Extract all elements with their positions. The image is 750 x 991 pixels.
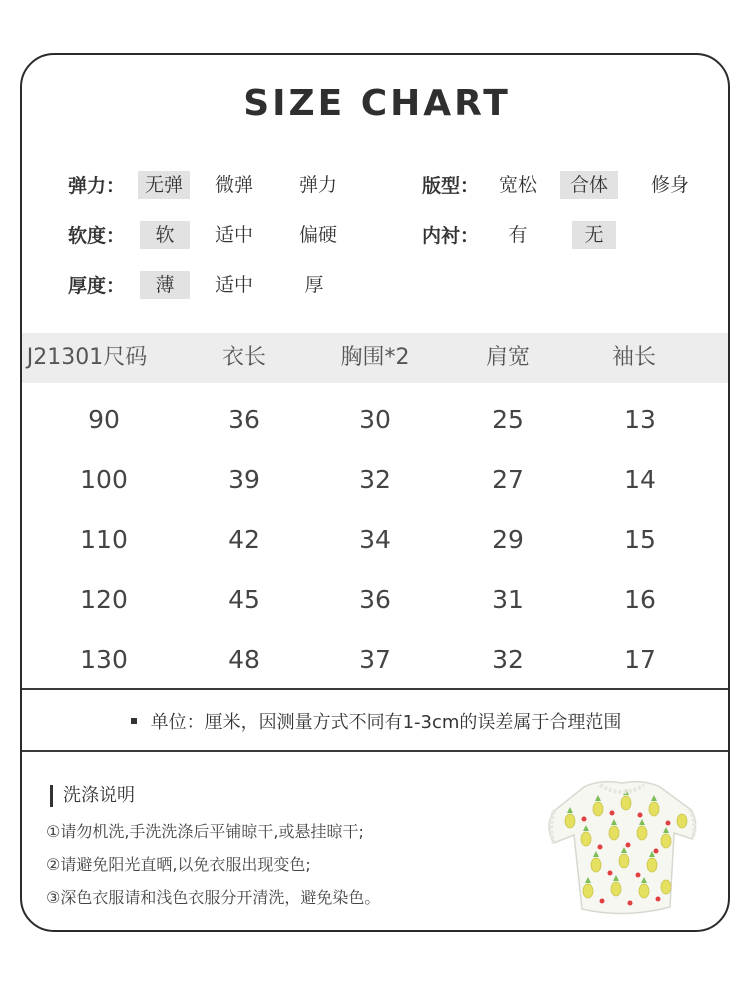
bullet-icon: [131, 718, 137, 724]
table-cell: 100: [80, 465, 128, 494]
thickness-option-thin: 薄: [140, 271, 190, 299]
size-table-header: [22, 333, 730, 383]
table-cell: 16: [624, 585, 656, 614]
table-cell: 25: [492, 405, 524, 434]
table-cell: 32: [359, 465, 391, 494]
header-shoulder: 肩宽: [485, 345, 530, 370]
table-cell: 130: [80, 645, 128, 674]
softness-option-hard: 偏硬: [298, 224, 337, 246]
page-title: SIZE CHART: [243, 83, 511, 124]
elasticity-option-stretch: 弹力: [298, 174, 337, 196]
header-sleeve: 袖长: [611, 345, 656, 370]
table-cell: 36: [359, 585, 391, 614]
table-cell: 42: [228, 525, 260, 554]
fit-option-regular: 合体: [560, 171, 618, 199]
table-cell: 110: [80, 525, 128, 554]
lining-option-no: 无: [572, 221, 616, 249]
lining-label: 内衬：: [422, 225, 480, 247]
elasticity-option-none: 无弹: [138, 171, 190, 199]
table-cell: 13: [624, 405, 656, 434]
table-cell: 39: [228, 465, 260, 494]
softness-option-medium: 适中: [214, 224, 253, 246]
lining-option-yes: 有: [508, 224, 528, 246]
measurement-note: [22, 709, 730, 737]
note-text: 单位：厘米，因测量方式不同有1-3cm的误差属于合理范围: [150, 712, 622, 733]
softness-option-soft: 软: [140, 221, 190, 249]
thickness-option-medium: 适中: [214, 274, 253, 296]
table-cell: 15: [624, 525, 656, 554]
washing-title: 洗涤说明: [50, 785, 135, 807]
table-cell: 17: [624, 645, 656, 674]
fit-label: 版型：: [422, 175, 480, 197]
header-length: 衣长: [221, 345, 266, 370]
thickness-option-thick: 厚: [304, 274, 324, 296]
divider: [22, 750, 730, 752]
table-cell: 45: [228, 585, 260, 614]
washing-line: ③深色衣服请和浅色衣服分开清洗，避免染色。: [46, 888, 381, 907]
pineapple-print-shirt-icon: [540, 769, 704, 919]
table-cell: 27: [492, 465, 524, 494]
table-cell: 31: [492, 585, 524, 614]
table-cell: 29: [492, 525, 524, 554]
fit-option-loose: 宽松: [498, 174, 537, 196]
elasticity-label: 弹力：: [68, 175, 126, 197]
table-cell: 90: [88, 405, 120, 434]
softness-label: 软度：: [68, 225, 126, 247]
table-cell: 34: [359, 525, 391, 554]
table-cell: 120: [80, 585, 128, 614]
washing-line: ①请勿机洗,手洗洗涤后平铺晾干,或悬挂晾干;: [46, 822, 364, 841]
size-chart-card: [20, 53, 730, 932]
divider: [22, 688, 730, 690]
fit-option-slim: 修身: [650, 174, 689, 196]
table-cell: 37: [359, 645, 391, 674]
table-cell: 48: [228, 645, 260, 674]
table-cell: 32: [492, 645, 524, 674]
thickness-label: 厚度：: [68, 275, 126, 297]
table-cell: 30: [359, 405, 391, 434]
elasticity-option-slight: 微弹: [214, 174, 253, 196]
table-cell: 14: [624, 465, 656, 494]
washing-line: ②请避免阳光直晒,以免衣服出现变色;: [46, 855, 311, 874]
table-cell: 36: [228, 405, 260, 434]
header-chest: 胸围*2: [340, 345, 410, 370]
header-size: J21301尺码: [26, 345, 148, 370]
